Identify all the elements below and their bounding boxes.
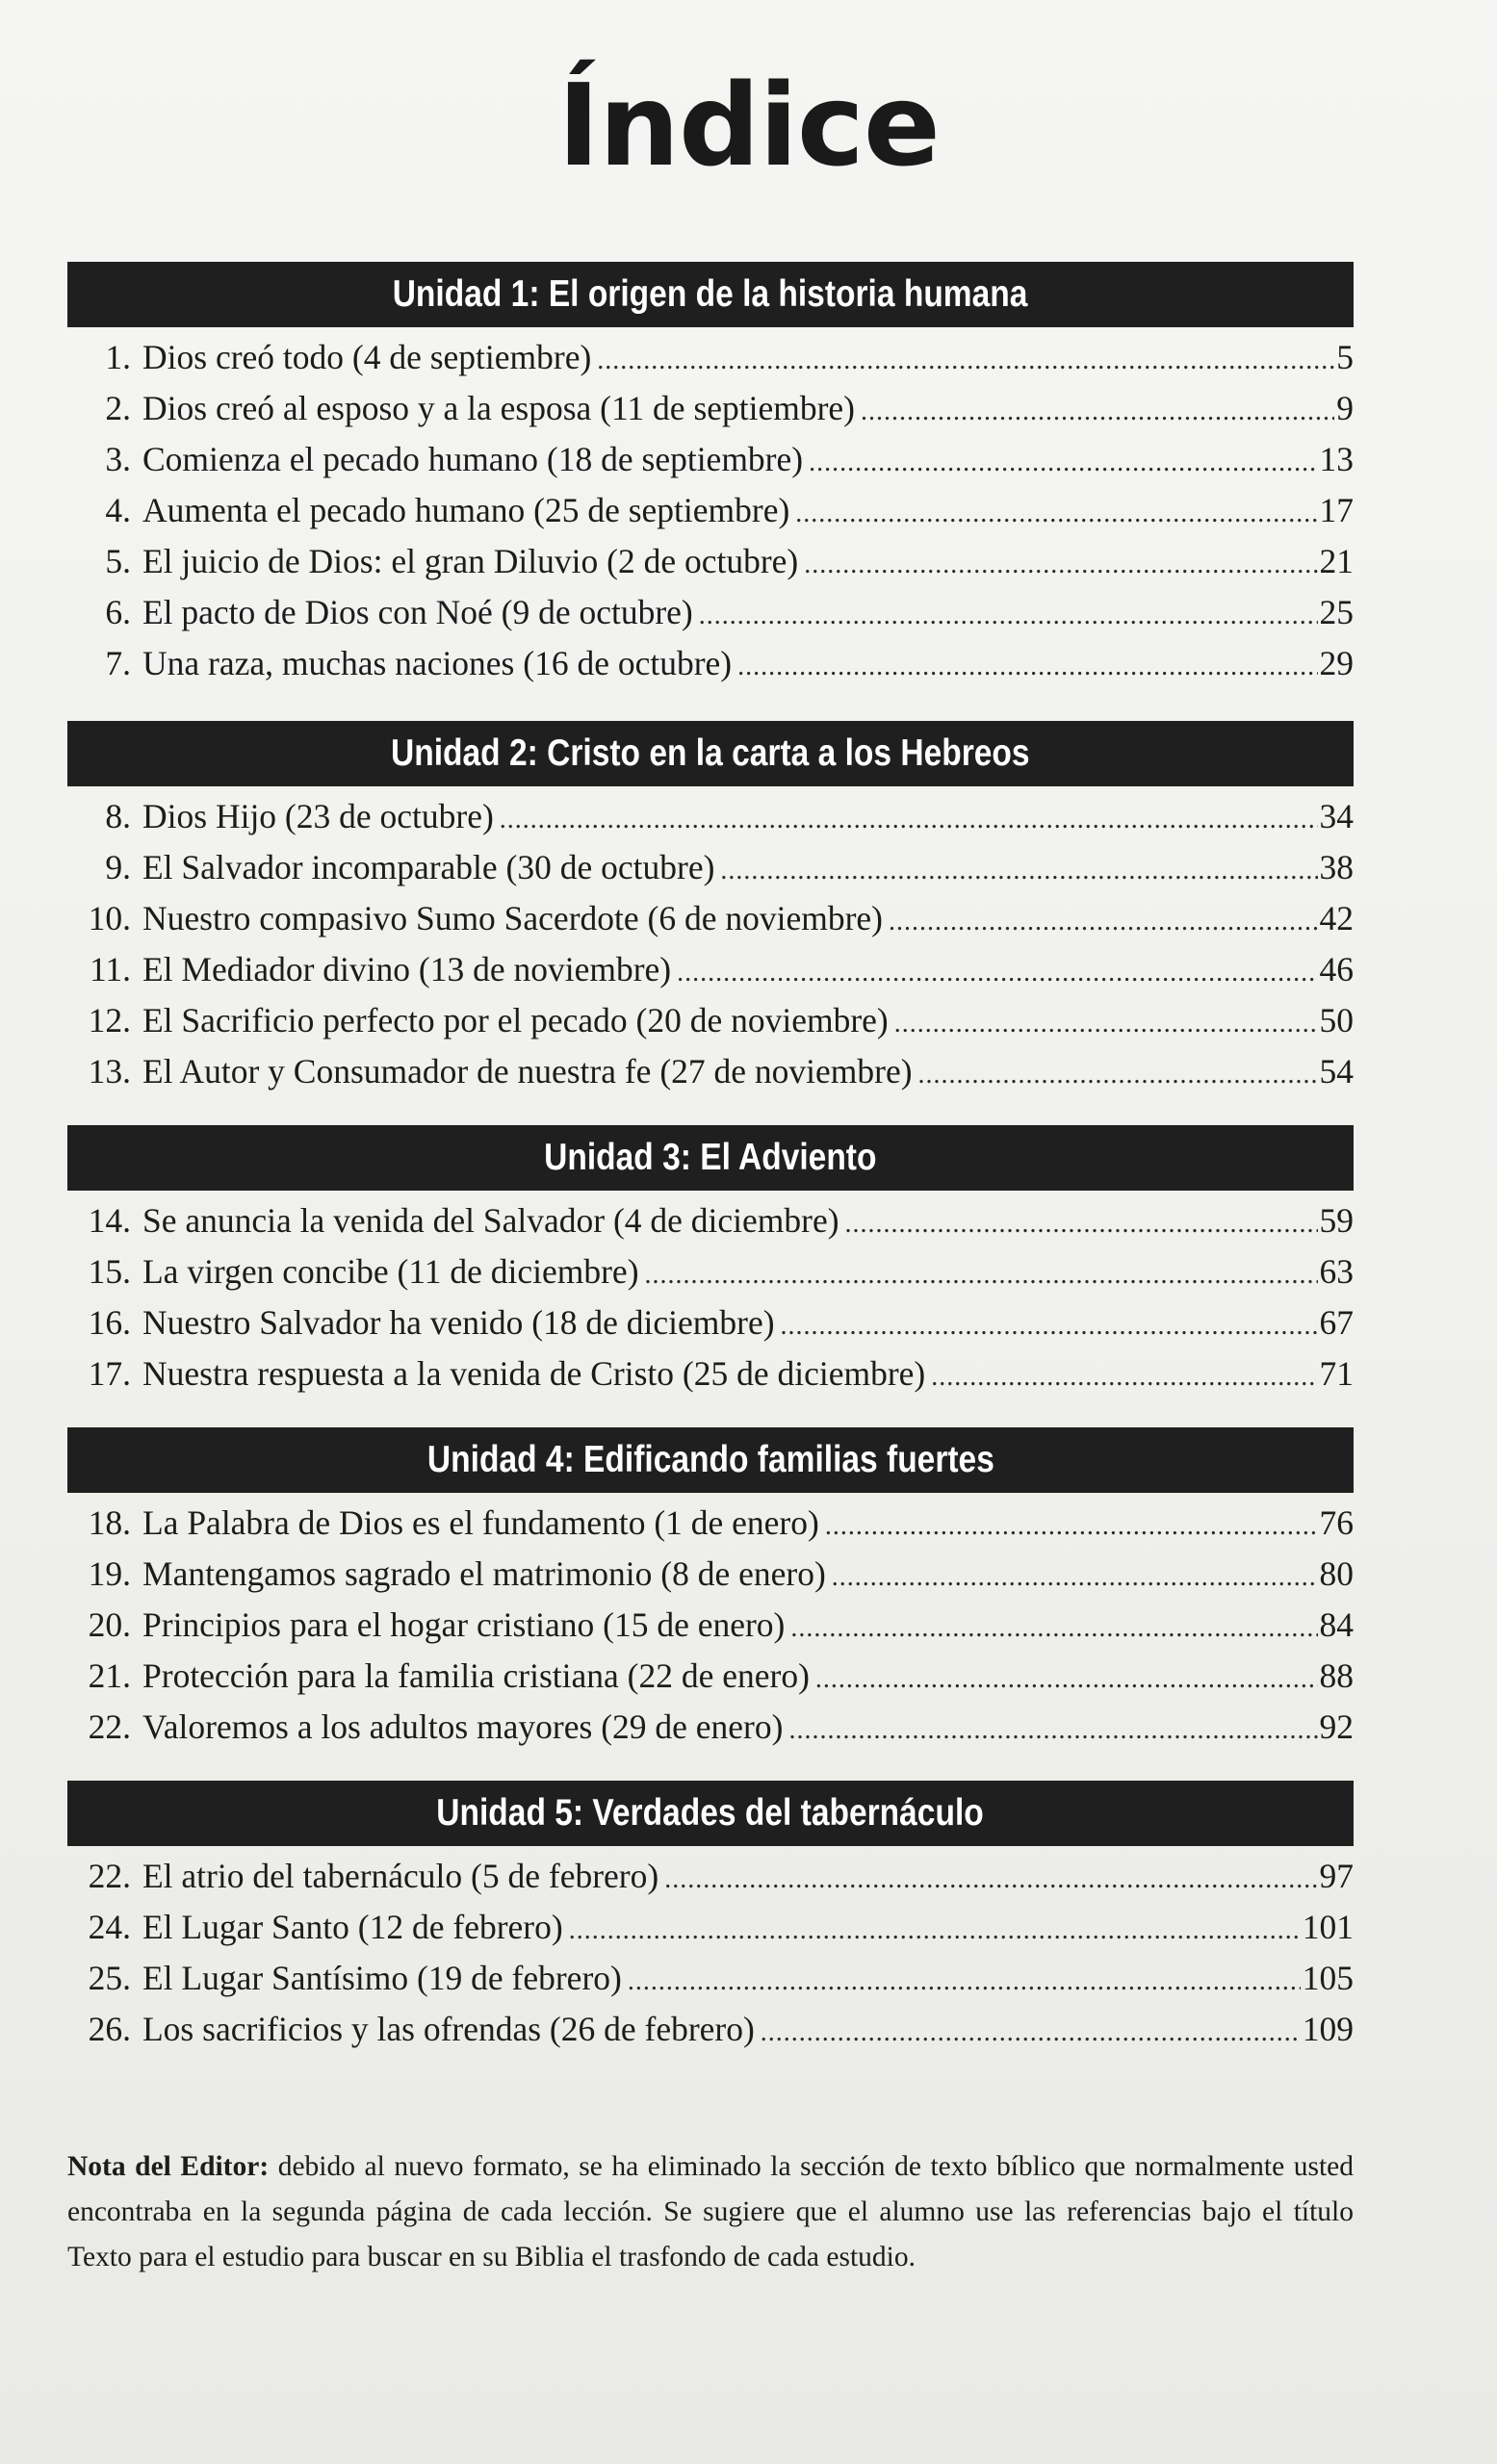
page-number: 71	[1319, 1354, 1354, 1393]
lesson-title: Protección para la familia cristiana (22 de enero)	[142, 1656, 810, 1695]
lesson-list	[67, 327, 1354, 694]
page-number: 76	[1319, 1503, 1354, 1542]
dot-leader	[597, 346, 1334, 376]
dot-leader	[645, 1260, 1318, 1291]
dot-leader	[889, 907, 1318, 937]
lesson-title: Una raza, muchas naciones (16 de octubre)	[142, 644, 733, 682]
lesson-title: El juicio de Dios: el gran Diluvio (2 de octubre)	[142, 542, 799, 580]
lesson-title: El Mediador divino (13 de noviembre)	[142, 950, 672, 988]
page-number: 84	[1319, 1605, 1354, 1644]
dot-leader	[918, 1060, 1318, 1091]
dot-leader	[804, 550, 1317, 580]
dot-leader	[815, 1664, 1318, 1695]
toc-entry[interactable]	[67, 1251, 1354, 1302]
page-number: 54	[1319, 1052, 1354, 1091]
toc-entry[interactable]	[67, 1302, 1354, 1353]
unit-section-3	[67, 1125, 1354, 1404]
unit-heading	[67, 721, 1354, 786]
dot-leader	[761, 2017, 1301, 2048]
unit-heading	[67, 262, 1354, 327]
page-number: 105	[1302, 1959, 1354, 1997]
toc-entry[interactable]	[67, 541, 1354, 592]
dot-leader	[790, 1613, 1317, 1644]
toc-entry[interactable]	[67, 1000, 1354, 1051]
unit-heading	[67, 1125, 1354, 1191]
toc-entry[interactable]	[67, 1051, 1354, 1102]
page-number: 50	[1319, 1001, 1354, 1040]
unit-heading-text: Unidad 1: El origen de la historia humana	[393, 273, 1028, 315]
page-number: 97	[1319, 1857, 1354, 1895]
page-number: 67	[1319, 1303, 1354, 1342]
lesson-number: 22.	[88, 1707, 131, 1746]
lesson-number: 7.	[105, 644, 131, 682]
lesson-title: El Lugar Santo (12 de febrero)	[142, 1908, 563, 1946]
page-number: 88	[1319, 1656, 1354, 1695]
lesson-title: La Palabra de Dios es el fundamento (1 de enero)	[142, 1503, 819, 1542]
lesson-number: 6.	[105, 593, 131, 631]
lesson-title: Dios creó todo (4 de septiembre)	[142, 338, 592, 376]
editor-note-label: Nota del Editor:	[67, 2150, 270, 2182]
lesson-number: 2.	[105, 389, 131, 427]
toc-entry[interactable]	[67, 898, 1354, 949]
editor-note-text: debido al nuevo formato, se ha eliminado la sección de texto bíblico que normalmente usted encontraba en la segunda página de cada lección. Se sugiere que el alumno use las referencias bajo el título Texto para el estudio para buscar en su Biblia el trasfondo de cada estudio.	[67, 2150, 1355, 2272]
dot-leader	[795, 499, 1317, 529]
unit-section-2	[67, 721, 1354, 1102]
lesson-list	[67, 786, 1354, 1102]
lesson-number: 8.	[105, 797, 131, 835]
toc-entry[interactable]	[67, 1707, 1354, 1758]
toc-entry[interactable]	[67, 1353, 1354, 1404]
toc-entry[interactable]	[67, 1502, 1354, 1553]
lesson-title: El Autor y Consumador de nuestra fe (27 de noviembre)	[142, 1052, 913, 1091]
page-number: 21	[1319, 542, 1354, 580]
lesson-title: Comienza el pecado humano (18 de septiembre)	[142, 440, 804, 478]
lesson-number: 11.	[89, 950, 131, 988]
lesson-number: 13.	[88, 1052, 131, 1091]
page-number: 42	[1319, 899, 1354, 937]
dot-leader	[628, 1966, 1301, 1997]
lesson-number: 1.	[105, 338, 131, 376]
dot-leader	[894, 1009, 1318, 1040]
lesson-title: El Sacrificio perfecto por el pecado (20 de noviembre)	[142, 1001, 889, 1040]
lesson-number: 15.	[88, 1252, 131, 1291]
page-number: 5	[1336, 338, 1354, 376]
lesson-number: 18.	[88, 1503, 131, 1542]
dot-leader	[825, 1511, 1318, 1542]
toc-entry[interactable]	[67, 949, 1354, 1000]
table-of-contents	[67, 262, 1354, 2083]
lesson-number: 26.	[88, 2010, 131, 2048]
unit-section-1	[67, 262, 1354, 694]
page-number: 9	[1336, 389, 1354, 427]
toc-entry[interactable]	[67, 1604, 1354, 1656]
lesson-number: 21.	[88, 1656, 131, 1695]
dot-leader	[500, 805, 1318, 835]
editor-note	[67, 2144, 1354, 2280]
lesson-number: 4.	[105, 491, 131, 529]
lesson-number: 22.	[88, 1857, 131, 1895]
toc-entry[interactable]	[67, 490, 1354, 541]
unit-heading-text: Unidad 2: Cristo en la carta a los Hebreos	[391, 732, 1030, 774]
toc-entry[interactable]	[67, 337, 1354, 388]
dot-leader	[861, 397, 1334, 427]
lesson-list	[67, 1493, 1354, 1758]
lesson-number: 5.	[105, 542, 131, 580]
dot-leader	[737, 652, 1317, 682]
toc-entry[interactable]	[67, 1656, 1354, 1707]
lesson-title: Mantengamos sagrado el matrimonio (8 de enero)	[142, 1554, 826, 1593]
toc-entry[interactable]	[67, 1856, 1354, 1907]
dot-leader	[931, 1362, 1317, 1393]
page-number: 29	[1319, 644, 1354, 682]
lesson-title: Valoremos a los adultos mayores (29 de enero)	[142, 1707, 784, 1746]
page-number: 63	[1319, 1252, 1354, 1291]
page-number: 38	[1319, 848, 1354, 886]
lesson-title: Nuestro Salvador ha venido (18 de diciembre)	[142, 1303, 775, 1342]
dot-leader	[809, 448, 1317, 478]
dot-leader	[699, 601, 1318, 631]
lesson-number: 19.	[88, 1554, 131, 1593]
page-number: 101	[1302, 1908, 1354, 1946]
toc-entry[interactable]	[67, 439, 1354, 490]
page-number: 59	[1319, 1201, 1354, 1240]
toc-entry[interactable]	[67, 1200, 1354, 1251]
lesson-title: El Lugar Santísimo (19 de febrero)	[142, 1959, 622, 1997]
lesson-title: La virgen concibe (11 de diciembre)	[142, 1252, 639, 1291]
page-number: 17	[1319, 491, 1354, 529]
toc-entry[interactable]	[67, 592, 1354, 643]
lesson-number: 16.	[88, 1303, 131, 1342]
page-number: 80	[1319, 1554, 1354, 1593]
toc-entry[interactable]	[67, 643, 1354, 694]
page-number: 92	[1319, 1707, 1354, 1746]
lesson-list	[67, 1846, 1354, 2060]
lesson-number: 20.	[88, 1605, 131, 1644]
lesson-title: Principios para el hogar cristiano (15 de enero)	[142, 1605, 786, 1644]
lesson-title: Nuestra respuesta a la venida de Cristo (25 de diciembre)	[142, 1354, 926, 1393]
lesson-title: Se anuncia la venida del Salvador (4 de diciembre)	[142, 1201, 839, 1240]
toc-entry[interactable]	[67, 1553, 1354, 1604]
lesson-number: 10.	[88, 899, 131, 937]
lesson-title: El Salvador incomparable (30 de octubre)	[142, 848, 715, 886]
lesson-title: Los sacrificios y las ofrendas (26 de febrero)	[142, 2010, 755, 2048]
dot-leader	[720, 856, 1317, 886]
unit-section-5	[67, 1781, 1354, 2060]
dot-leader	[832, 1562, 1318, 1593]
lesson-number: 17.	[88, 1354, 131, 1393]
unit-heading-text: Unidad 4: Edificando familias fuertes	[426, 1439, 994, 1480]
lesson-number: 12.	[88, 1001, 131, 1040]
unit-heading-text: Unidad 3: El Adviento	[544, 1137, 877, 1178]
unit-heading	[67, 1781, 1354, 1846]
lesson-title: El atrio del tabernáculo (5 de febrero)	[142, 1857, 659, 1895]
lesson-title: Dios Hijo (23 de octubre)	[142, 797, 494, 835]
toc-entry[interactable]	[67, 847, 1354, 898]
unit-heading-text: Unidad 5: Verdades del tabernáculo	[436, 1792, 985, 1834]
dot-leader	[781, 1311, 1318, 1342]
unit-section-4	[67, 1427, 1354, 1758]
toc-entry[interactable]	[67, 1907, 1354, 1958]
lesson-list	[67, 1191, 1354, 1404]
page-number: 34	[1319, 797, 1354, 835]
lesson-title: Dios creó al esposo y a la esposa (11 de septiembre)	[142, 389, 856, 427]
toc-entry[interactable]	[67, 388, 1354, 439]
toc-entry[interactable]	[67, 2009, 1354, 2060]
unit-heading	[67, 1427, 1354, 1493]
dot-leader	[677, 958, 1317, 988]
dot-leader	[569, 1915, 1301, 1946]
lesson-title: Aumenta el pecado humano (25 de septiembre)	[142, 491, 790, 529]
page-number: 13	[1319, 440, 1354, 478]
lesson-number: 9.	[105, 848, 131, 886]
page-number: 46	[1319, 950, 1354, 988]
dot-leader	[845, 1209, 1318, 1240]
toc-entry[interactable]	[67, 796, 1354, 847]
dot-leader	[664, 1864, 1317, 1895]
dot-leader	[788, 1715, 1317, 1746]
lesson-title: Nuestro compasivo Sumo Sacerdote (6 de noviembre)	[142, 899, 883, 937]
lesson-title: El pacto de Dios con Noé (9 de octubre)	[142, 593, 693, 631]
lesson-number: 24.	[88, 1908, 131, 1946]
lesson-number: 14.	[88, 1201, 131, 1240]
page-number: 109	[1302, 2010, 1354, 2048]
toc-entry[interactable]	[67, 1958, 1354, 2009]
lesson-number: 3.	[105, 440, 131, 478]
lesson-number: 25.	[88, 1959, 131, 1997]
page-title: Índice	[557, 59, 940, 192]
page-number: 25	[1319, 593, 1354, 631]
